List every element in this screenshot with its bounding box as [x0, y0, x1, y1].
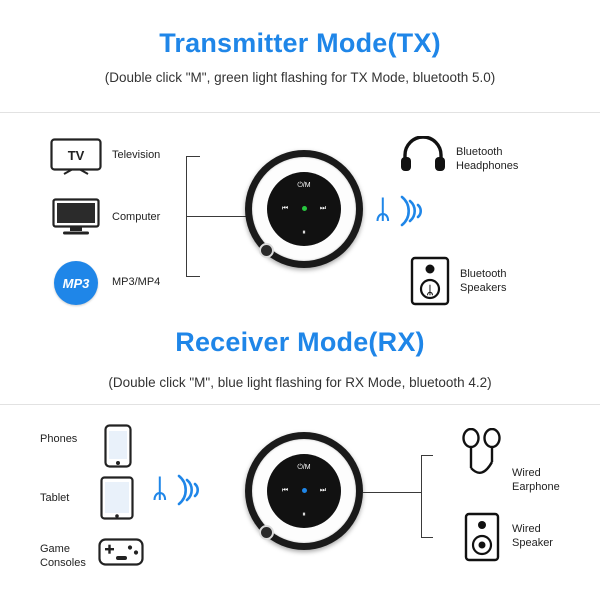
divider-mid [0, 404, 600, 405]
smartphone-icon [104, 424, 132, 468]
tv-icon [50, 138, 102, 176]
tx-line-to-device [186, 216, 246, 217]
next-button[interactable]: ⏭ [319, 205, 327, 212]
bluetooth-adapter-rx[interactable] [245, 432, 363, 550]
bluetooth-icon-rx: ᛦ [152, 473, 168, 503]
mp3-badge-text: MP3 [62, 275, 90, 291]
rx-output-label-earphone-line2: Earphone [512, 481, 560, 493]
svg-text:ᛦ: ᛦ [426, 283, 434, 297]
bluetooth-icon-tx: ᛦ [375, 194, 391, 224]
power-m-button[interactable]: ⏻/M [297, 182, 311, 189]
tx-line-tv [186, 156, 200, 157]
previous-button[interactable]: ⏮ [281, 205, 289, 212]
rx-source-label-tablet: Tablet [40, 492, 70, 504]
rx-right-bus-line [421, 455, 422, 537]
tx-source-label-computer: Computer [112, 211, 161, 223]
rx-output-label-earphone-line1: Wired [512, 467, 541, 479]
tx-section-title: Transmitter Mode(TX) [159, 28, 441, 58]
device-face [267, 172, 341, 246]
rx-line-earphone [421, 455, 433, 456]
monitor-icon [52, 198, 100, 236]
play-pause-button[interactable]: ⏸ [302, 511, 306, 518]
wired-speaker-icon [464, 512, 500, 562]
rx-section-subtitle: (Double click "M", blue light flashing for RX Mode, bluetooth 4.2) [108, 375, 492, 390]
rx-output-label-speaker-line1: Wired [512, 523, 541, 535]
bluetooth-adapter-tx[interactable] [245, 150, 363, 268]
rx-line-speaker [421, 537, 433, 538]
svg-text:TV: TV [67, 148, 85, 163]
mp3-icon [54, 261, 98, 305]
gamepad-icon [98, 538, 144, 566]
status-led-blue [302, 488, 307, 493]
tx-output-label-speakers-line2: Speakers [460, 282, 507, 294]
tx-section-subtitle: (Double click "M", green light flashing for TX Mode, bluetooth 5.0) [104, 70, 496, 85]
device-face [267, 454, 341, 528]
tx-output-label-headphones-line1: Bluetooth [456, 146, 503, 158]
audio-jack [259, 525, 274, 540]
audio-jack [259, 243, 274, 258]
power-m-button[interactable]: ⏻/M [297, 464, 311, 471]
bluetooth-speaker-icon [410, 256, 450, 306]
tablet-icon [100, 476, 134, 520]
rx-source-label-game-line1: Game [40, 543, 70, 555]
rx-source-label-game-line2: Consoles [40, 557, 86, 569]
tx-source-label-mp3: MP3/MP4 [112, 276, 161, 288]
rx-output-label-speaker-line2: Speaker [512, 537, 553, 549]
tx-output-label-headphones-line2: Headphones [456, 160, 519, 172]
next-button[interactable]: ⏭ [319, 487, 327, 494]
tx-output-label-speakers-line1: Bluetooth [460, 268, 507, 280]
wired-earphone-icon [462, 428, 502, 483]
play-pause-button[interactable]: ⏸ [302, 229, 306, 236]
rx-line-to-device [363, 492, 421, 493]
status-led-green [302, 206, 307, 211]
signal-waves-rx [175, 471, 205, 509]
rx-section-title: Receiver Mode(RX) [175, 327, 425, 357]
divider-top [0, 112, 600, 113]
tx-line-mp3 [186, 276, 200, 277]
tx-source-label-television: Television [112, 149, 161, 161]
previous-button[interactable]: ⏮ [281, 487, 289, 494]
rx-source-label-phones: Phones [40, 433, 78, 445]
headphones-icon [400, 136, 446, 172]
signal-waves-tx [398, 192, 428, 230]
